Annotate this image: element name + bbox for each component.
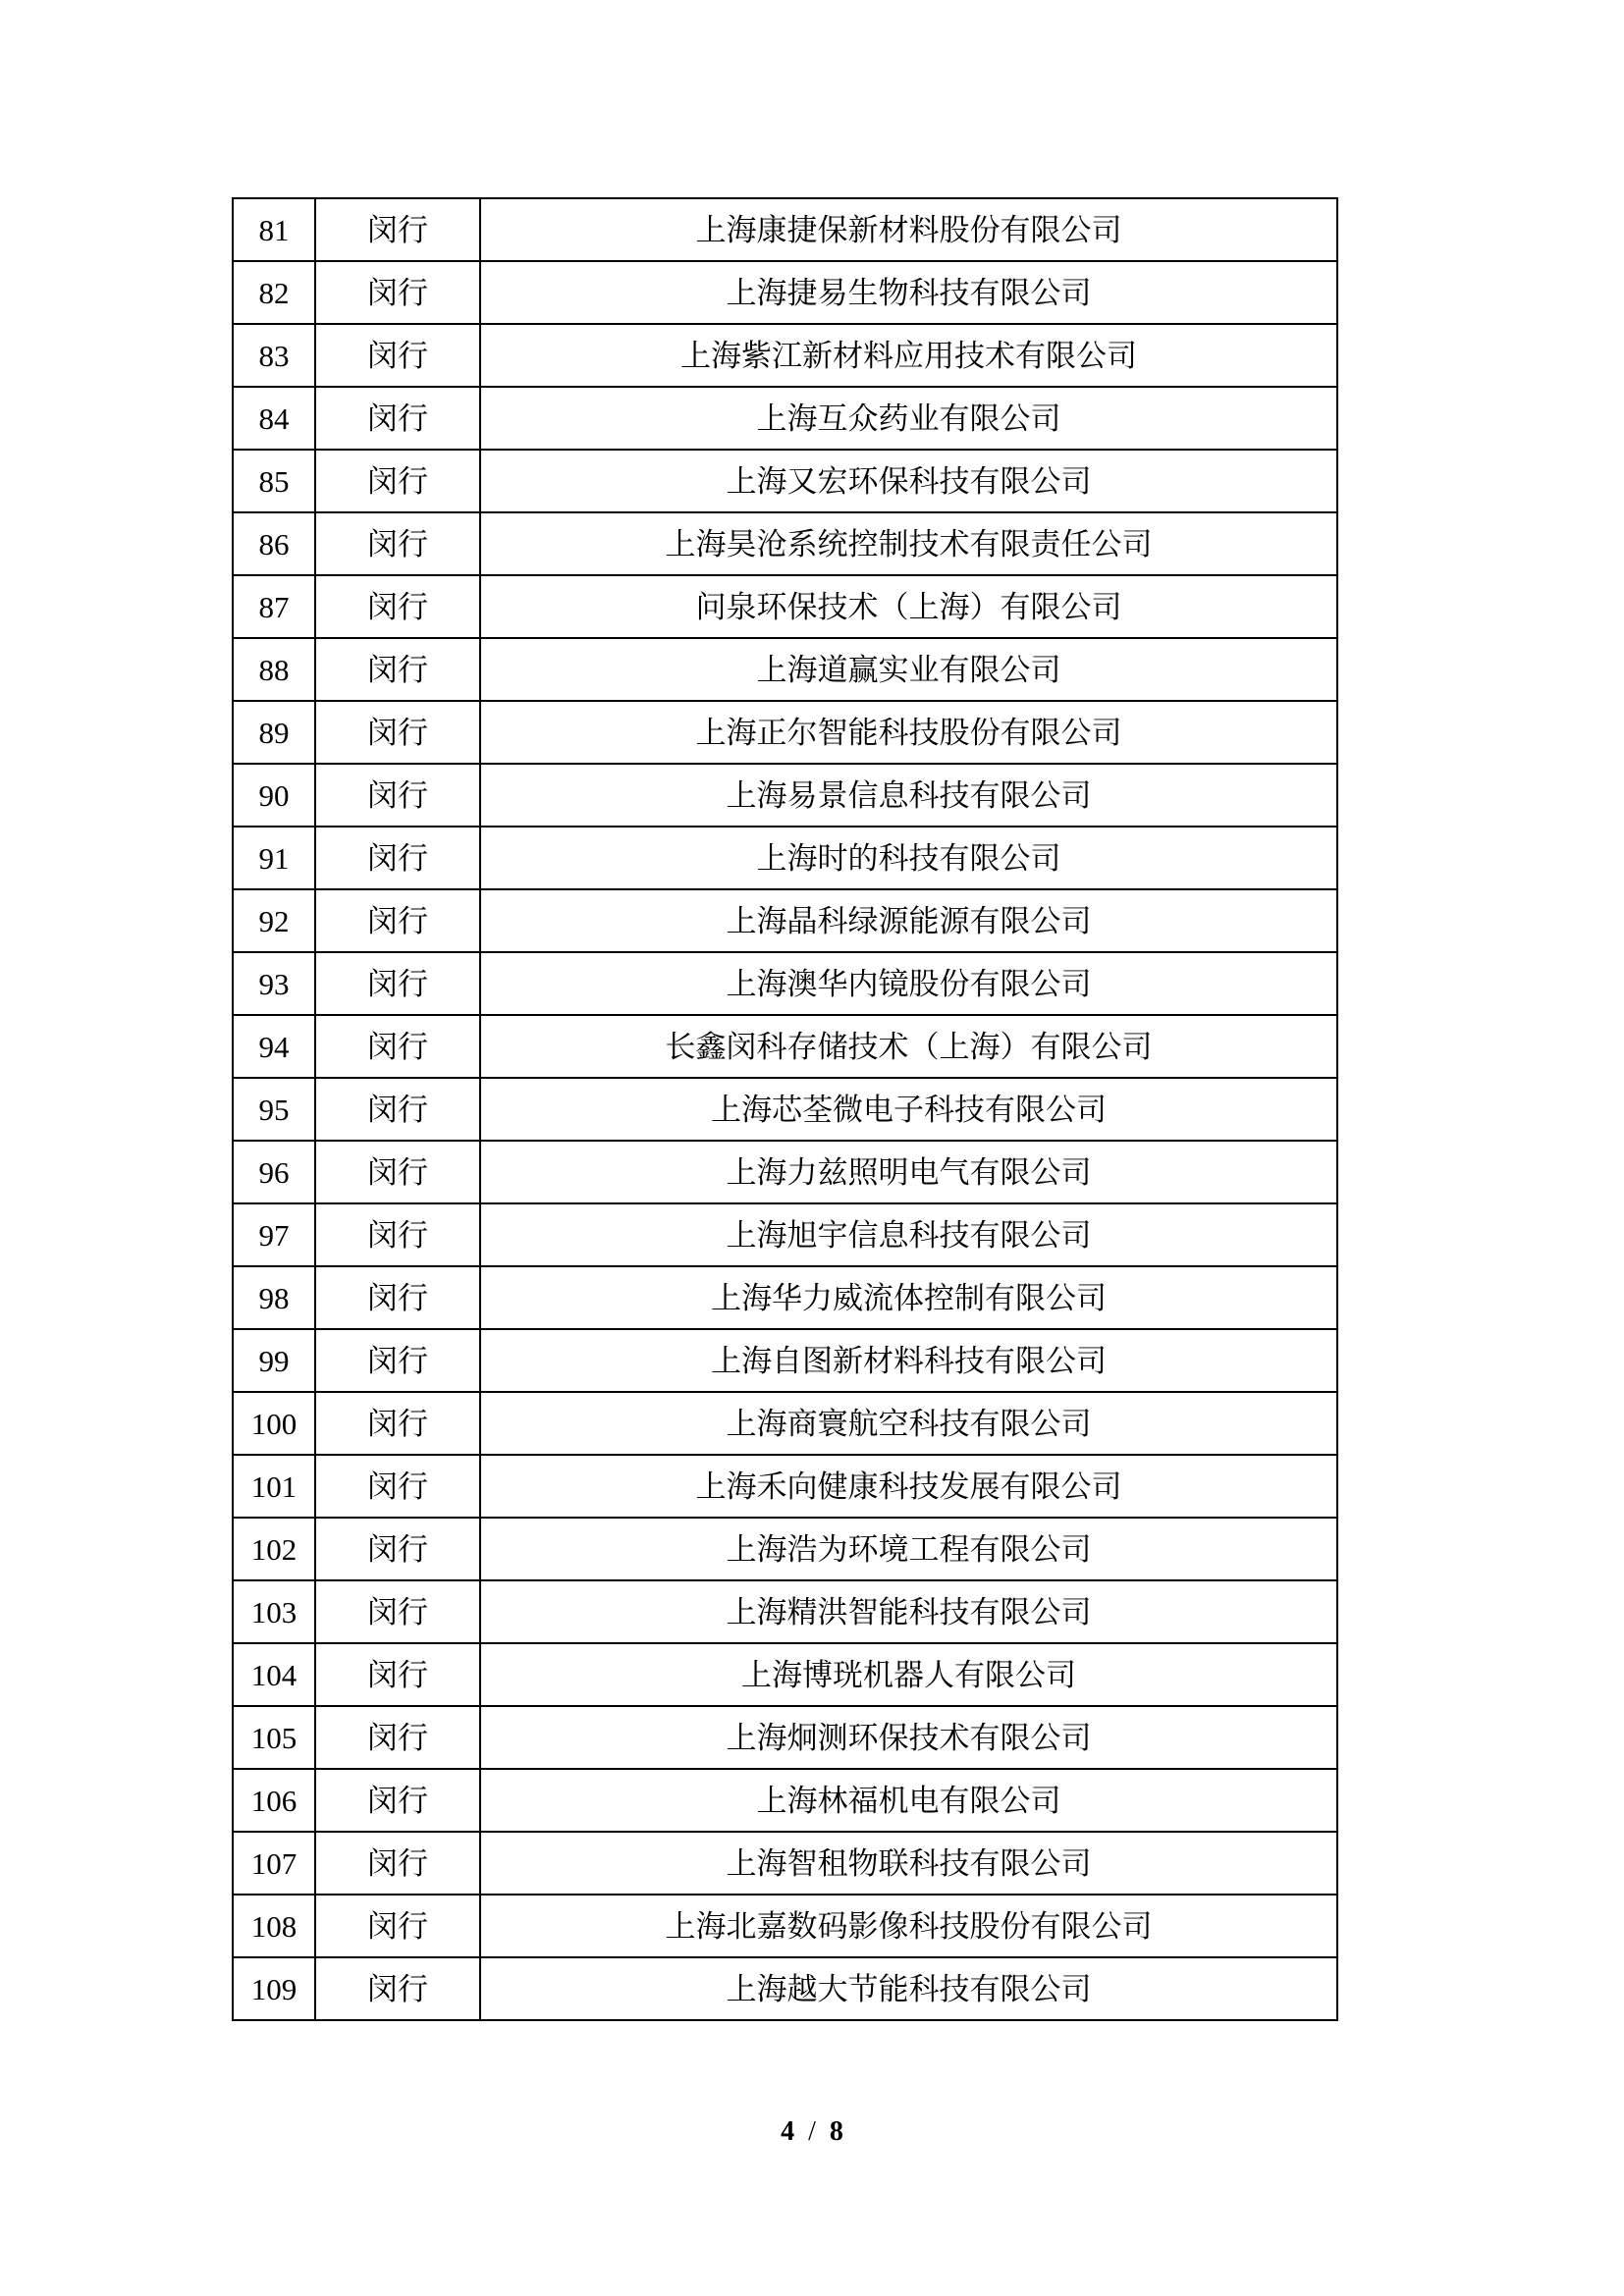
district-cell: 闵行: [315, 575, 480, 638]
row-number-cell: 94: [233, 1015, 315, 1078]
row-number-cell: 105: [233, 1706, 315, 1769]
table-row: [233, 1643, 1337, 1706]
district-cell: 闵行: [315, 1203, 480, 1266]
table-row: [233, 1266, 1337, 1329]
company-name-cell: 上海正尔智能科技股份有限公司: [480, 701, 1337, 764]
district-cell: 闵行: [315, 1832, 480, 1895]
company-name-cell: 上海又宏环保科技有限公司: [480, 450, 1337, 512]
district-cell: 闵行: [315, 1580, 480, 1643]
row-number-cell: 101: [233, 1455, 315, 1518]
district-cell: 闵行: [315, 1015, 480, 1078]
page-total: 8: [829, 2116, 843, 2147]
table-row: [233, 952, 1337, 1015]
row-number-cell: 102: [233, 1518, 315, 1580]
row-number-cell: 85: [233, 450, 315, 512]
table-row: [233, 1957, 1337, 2020]
company-name-cell: 上海浩为环境工程有限公司: [480, 1518, 1337, 1580]
company-name-cell: 上海芯荃微电子科技有限公司: [480, 1078, 1337, 1141]
table-row: [233, 1329, 1337, 1392]
district-cell: 闵行: [315, 1392, 480, 1455]
company-list-body: [233, 198, 1337, 2020]
district-cell: 闵行: [315, 1706, 480, 1769]
table-row: [233, 1455, 1337, 1518]
company-name-cell: 上海时的科技有限公司: [480, 827, 1337, 889]
row-number-cell: 82: [233, 261, 315, 324]
row-number-cell: 91: [233, 827, 315, 889]
table-row: [233, 827, 1337, 889]
district-cell: 闵行: [315, 324, 480, 387]
company-name-cell: 上海晶科绿源能源有限公司: [480, 889, 1337, 952]
company-name-cell: 上海旭宇信息科技有限公司: [480, 1203, 1337, 1266]
district-cell: 闵行: [315, 827, 480, 889]
district-cell: 闵行: [315, 1141, 480, 1203]
row-number-cell: 93: [233, 952, 315, 1015]
table-row: [233, 512, 1337, 575]
row-number-cell: 103: [233, 1580, 315, 1643]
district-cell: 闵行: [315, 1329, 480, 1392]
row-number-cell: 90: [233, 764, 315, 827]
district-cell: 闵行: [315, 1957, 480, 2020]
company-name-cell: 上海博珖机器人有限公司: [480, 1643, 1337, 1706]
district-cell: 闵行: [315, 764, 480, 827]
district-cell: 闵行: [315, 1769, 480, 1832]
table-row: [233, 575, 1337, 638]
table-row: [233, 1392, 1337, 1455]
company-name-cell: 上海紫江新材料应用技术有限公司: [480, 324, 1337, 387]
row-number-cell: 106: [233, 1769, 315, 1832]
row-number-cell: 87: [233, 575, 315, 638]
district-cell: 闵行: [315, 387, 480, 450]
table-row: [233, 1769, 1337, 1832]
district-cell: 闵行: [315, 1895, 480, 1957]
district-cell: 闵行: [315, 1266, 480, 1329]
district-cell: 闵行: [315, 1455, 480, 1518]
company-name-cell: 上海澳华内镜股份有限公司: [480, 952, 1337, 1015]
row-number-cell: 92: [233, 889, 315, 952]
table-row: [233, 764, 1337, 827]
table-row: [233, 1141, 1337, 1203]
district-cell: 闵行: [315, 1078, 480, 1141]
district-cell: 闵行: [315, 701, 480, 764]
row-number-cell: 95: [233, 1078, 315, 1141]
row-number-cell: 96: [233, 1141, 315, 1203]
company-name-cell: 上海越大节能科技有限公司: [480, 1957, 1337, 2020]
row-number-cell: 83: [233, 324, 315, 387]
table-row: [233, 889, 1337, 952]
company-name-cell: 上海北嘉数码影像科技股份有限公司: [480, 1895, 1337, 1957]
company-name-cell: 上海禾向健康科技发展有限公司: [480, 1455, 1337, 1518]
company-list-table: [232, 197, 1338, 2021]
table-row: [233, 450, 1337, 512]
company-name-cell: 上海道赢实业有限公司: [480, 638, 1337, 701]
company-name-cell: 问泉环保技术（上海）有限公司: [480, 575, 1337, 638]
company-name-cell: 上海互众药业有限公司: [480, 387, 1337, 450]
row-number-cell: 84: [233, 387, 315, 450]
company-name-cell: 上海康捷保新材料股份有限公司: [480, 198, 1337, 261]
table-row: [233, 1015, 1337, 1078]
table-row: [233, 1203, 1337, 1266]
row-number-cell: 86: [233, 512, 315, 575]
row-number-cell: 97: [233, 1203, 315, 1266]
row-number-cell: 109: [233, 1957, 315, 2020]
company-name-cell: 上海华力威流体控制有限公司: [480, 1266, 1337, 1329]
company-name-cell: 上海炯测环保技术有限公司: [480, 1706, 1337, 1769]
table-row: [233, 701, 1337, 764]
district-cell: 闵行: [315, 889, 480, 952]
company-name-cell: 上海林福机电有限公司: [480, 1769, 1337, 1832]
table-row: [233, 1580, 1337, 1643]
table-row: [233, 1706, 1337, 1769]
district-cell: 闵行: [315, 450, 480, 512]
district-cell: 闵行: [315, 1643, 480, 1706]
table-row: [233, 198, 1337, 261]
row-number-cell: 88: [233, 638, 315, 701]
row-number-cell: 89: [233, 701, 315, 764]
company-name-cell: 上海昊沧系统控制技术有限责任公司: [480, 512, 1337, 575]
row-number-cell: 100: [233, 1392, 315, 1455]
district-cell: 闵行: [315, 952, 480, 1015]
district-cell: 闵行: [315, 1518, 480, 1580]
row-number-cell: 107: [233, 1832, 315, 1895]
company-name-cell: 上海捷易生物科技有限公司: [480, 261, 1337, 324]
table-row: [233, 638, 1337, 701]
table-row: [233, 1078, 1337, 1141]
table-row: [233, 261, 1337, 324]
table-row: [233, 387, 1337, 450]
company-name-cell: 上海自图新材料科技有限公司: [480, 1329, 1337, 1392]
table-row: [233, 1518, 1337, 1580]
page-separator: /: [808, 2116, 816, 2147]
company-name-cell: 上海力兹照明电气有限公司: [480, 1141, 1337, 1203]
row-number-cell: 98: [233, 1266, 315, 1329]
row-number-cell: 108: [233, 1895, 315, 1957]
district-cell: 闵行: [315, 261, 480, 324]
row-number-cell: 99: [233, 1329, 315, 1392]
district-cell: 闵行: [315, 198, 480, 261]
district-cell: 闵行: [315, 638, 480, 701]
row-number-cell: 81: [233, 198, 315, 261]
company-name-cell: 上海智租物联科技有限公司: [480, 1832, 1337, 1895]
company-name-cell: 上海精洪智能科技有限公司: [480, 1580, 1337, 1643]
district-cell: 闵行: [315, 512, 480, 575]
page-number: [0, 2116, 1624, 2148]
table-row: [233, 324, 1337, 387]
row-number-cell: 104: [233, 1643, 315, 1706]
table-row: [233, 1832, 1337, 1895]
page-current: 4: [781, 2116, 795, 2147]
company-name-cell: 上海易景信息科技有限公司: [480, 764, 1337, 827]
table-row: [233, 1895, 1337, 1957]
company-name-cell: 长鑫闵科存储技术（上海）有限公司: [480, 1015, 1337, 1078]
company-name-cell: 上海商寰航空科技有限公司: [480, 1392, 1337, 1455]
